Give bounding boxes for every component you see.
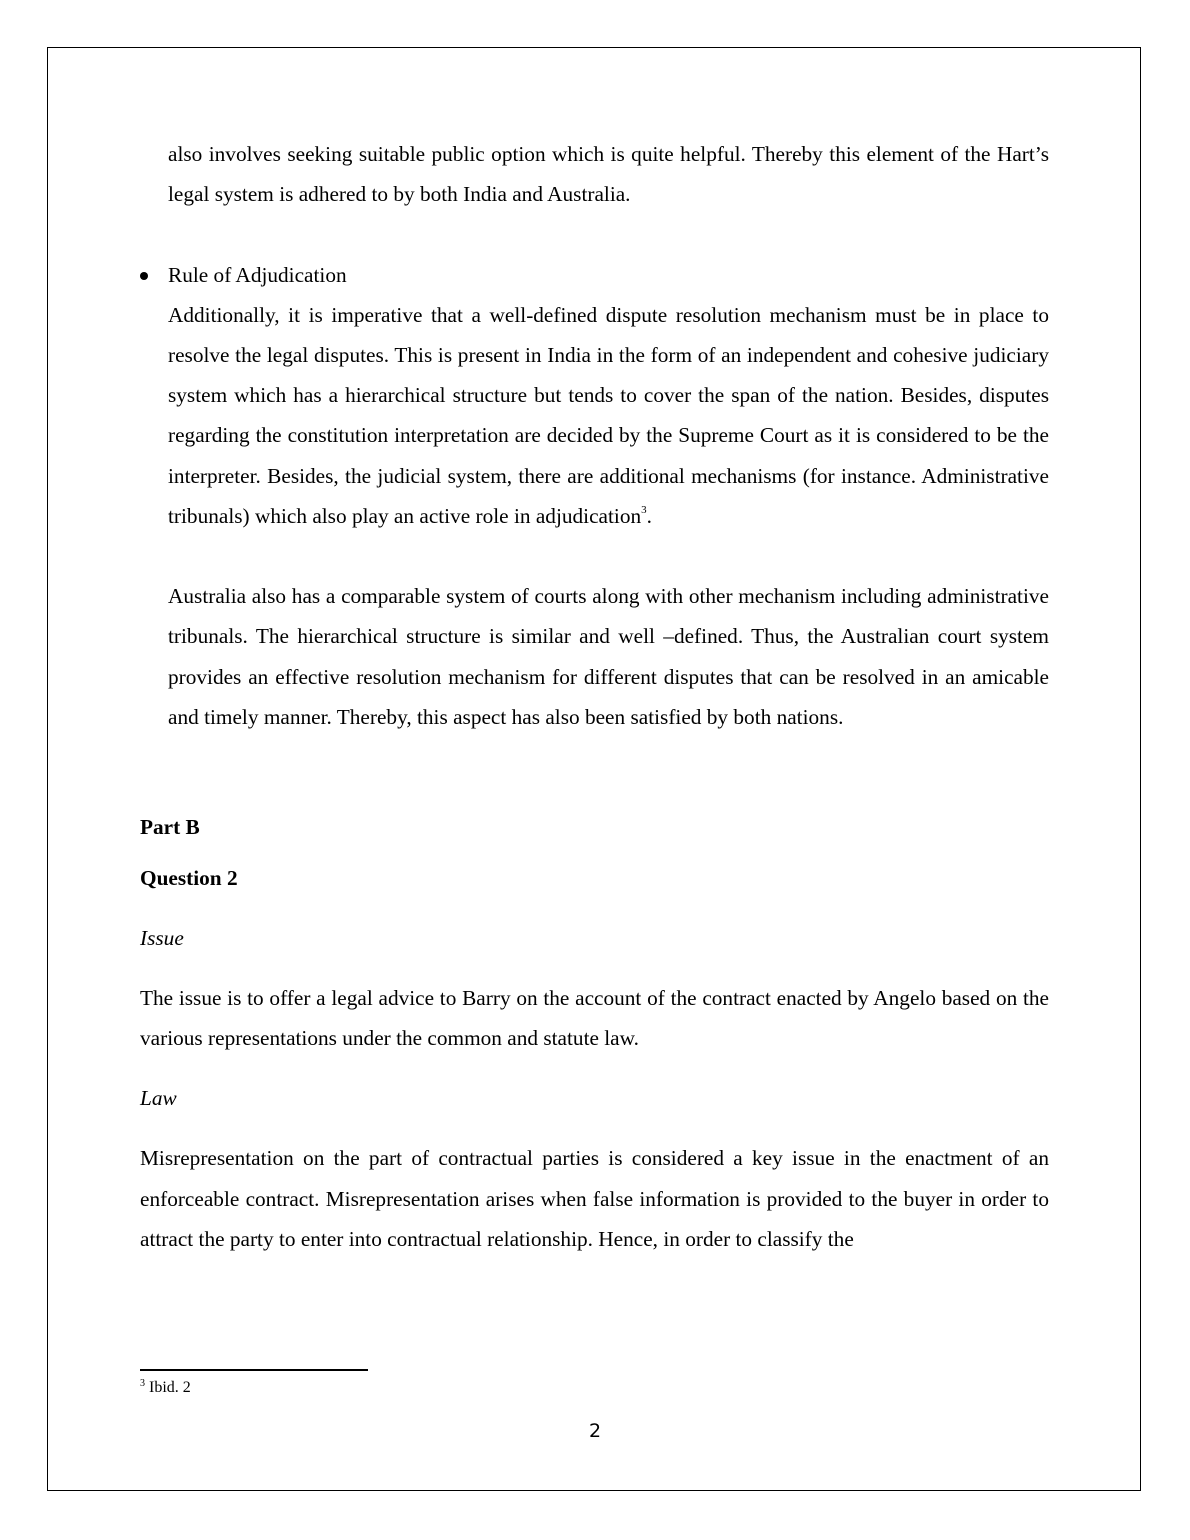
question-heading: Question 2	[140, 866, 238, 891]
paragraph-australia: Australia also has a comparable system of courts along with other mechanism including administrative tribunals. The hierarchical structure is similar and well –defined. Thus, the Australian court system provides an effective resolution mechanism for different disputes that can be resolved in an amicable and timely manner. Thereby, this aspect has also been satisfied by both nations.	[168, 584, 1049, 729]
bullet-icon	[140, 272, 148, 280]
page-number: 2	[588, 1420, 602, 1442]
footnote-reference[interactable]: 3	[641, 503, 647, 516]
issue-subheading: Issue	[140, 926, 184, 951]
paragraph-continuation: also involves seeking suitable public option which is quite helpful. Thereby this element of the Hart’s legal system is adhered to by both India and Australia.	[168, 142, 1049, 207]
paragraph-adjudication-text: Additionally, it is imperative that a well-defined dispute resolution mechanism must be in place to resolve the legal disputes. This is present in India in the form of an independent and cohesive judiciary system which has a hierarchical structure but tends to cover the span of the nation. Besides, disputes regarding the constitution interpretation are decided by the Supreme Court as it is considered to be the interpreter. Besides, the judicial system, there are additional mechanisms (for instance. Administrative tribunals) which also play an active role in adjudication	[168, 302, 1049, 528]
footnote-number: 3	[140, 1378, 145, 1389]
part-heading: Part B	[140, 815, 200, 840]
document-body	[140, 134, 1049, 1259]
footnote-separator	[140, 1369, 368, 1371]
footnote-text: Ibid. 2	[145, 1379, 191, 1396]
law-paragraph: Misrepresentation on the part of contractual parties is considered a key issue in the enactment of an enforceable contract. Misrepresentation arises when false information is provided to the buyer in order to attract the party to enter into contractual relationship. Hence, in order to classify the	[140, 1146, 1049, 1251]
issue-paragraph: The issue is to offer a legal advice to Barry on the account of the contract enacted by Angelo based on the various representations under the common and statute law.	[140, 986, 1049, 1051]
paragraph-adjudication: Additionally, it is imperative that a well-defined dispute resolution mechanism must be in place to resolve the legal disputes. This is present in India in the form of an independent and cohesive judiciary system which has a hierarchical structure but tends to cover the span of the nation. Besides, disputes regarding the constitution interpretation are decided by the Supreme Court as it is considered to be the interpreter. Besides, the judicial system, there are additional mechanisms (for instance. Administrative tribunals) which also play an active role in adjudication$^3$.	[168, 302, 1049, 528]
bullet-item-rule-of-adjudication	[140, 255, 1049, 295]
footnote	[140, 1377, 191, 1399]
bullet-heading: Rule of Adjudication	[168, 262, 347, 287]
law-subheading: Law	[140, 1086, 177, 1111]
